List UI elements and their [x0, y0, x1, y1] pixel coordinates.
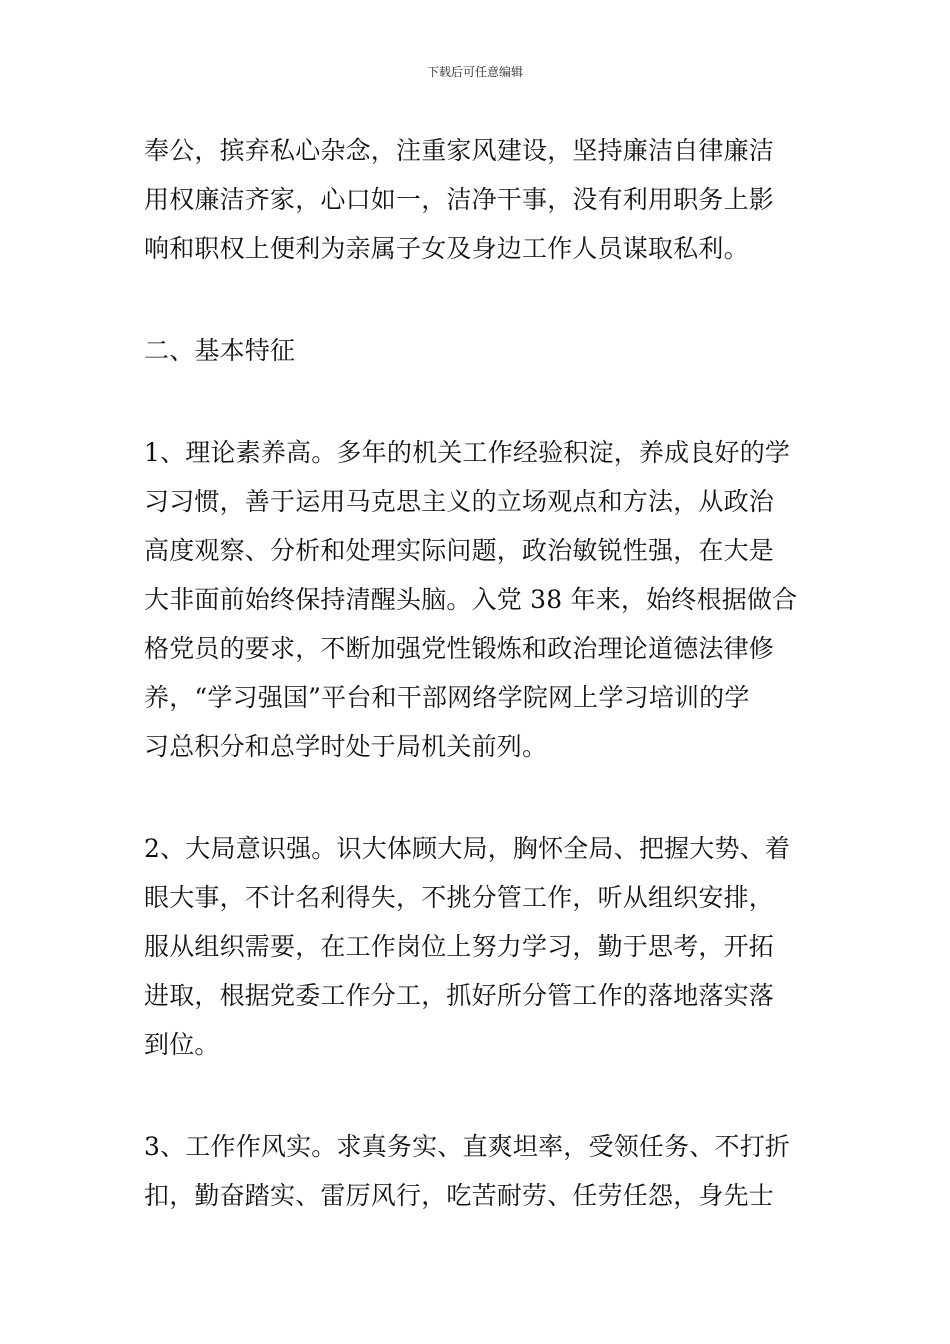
document-body: [144, 126, 810, 1220]
text-line: 眼大事，不计名利得失，不挑分管工作，听从组织安排，: [144, 883, 775, 912]
page-header: 下载后可任意编辑: [426, 65, 523, 79]
section-heading: [144, 326, 810, 375]
text-line: 养，“学习强国”平台和干部网络学院网上学习培训的学: [144, 683, 750, 712]
text-line: 格党员的要求，不断加强党性锻炼和政治理论道德法律修: [144, 634, 775, 663]
paragraph-gap: [144, 771, 810, 824]
paragraph-gap: [144, 273, 810, 326]
paragraph-overall: [144, 824, 810, 1069]
paragraph-gap: [144, 1069, 810, 1122]
text-line: 进取，根据党委工作分工，抓好所分管工作的落地落实落: [144, 981, 775, 1010]
paragraph-style: [144, 1122, 810, 1220]
text-line: 3、工作作风实。求真务实、直爽坦率，受领任务、不打折: [144, 1132, 791, 1161]
text-line: 到位。: [144, 1030, 220, 1059]
paragraph-intro: [144, 126, 810, 273]
section-title: 二、基本特征: [144, 336, 296, 365]
text-line: 2、大局意识强。识大体顾大局，胸怀全局、把握大势、着: [144, 834, 791, 863]
text-line: 1、理论素养高。多年的机关工作经验积淀，养成良好的学: [144, 438, 791, 467]
paragraph-gap: [144, 375, 810, 428]
text-line: 习习惯，善于运用马克思主义的立场观点和方法，从政治: [144, 487, 775, 516]
text-line: 响和职权上便利为亲属子女及身边工作人员谋取私利。: [144, 234, 749, 263]
text-line: 大非面前始终保持清醒头脑。入党 38 年来，始终根据做合: [144, 585, 798, 614]
text-line: 高度观察、分析和处理实际问题，政治敏锐性强，在大是: [144, 536, 775, 565]
text-line: 服从组织需要，在工作岗位上努力学习，勤于思考，开拓: [144, 932, 775, 961]
text-line: 用权廉洁齐家，心口如一，洁净干事，没有利用职务上影: [144, 185, 775, 214]
text-line: 奉公，摈弃私心杂念，注重家风建设，坚持廉洁自律廉洁: [144, 136, 775, 165]
text-line: 扣，勤奋踏实、雷厉风行，吃苦耐劳、任劳任怨，身先士: [144, 1181, 775, 1210]
paragraph-theory: [144, 428, 810, 771]
text-line: 习总积分和总学时处于局机关前列。: [144, 732, 548, 761]
